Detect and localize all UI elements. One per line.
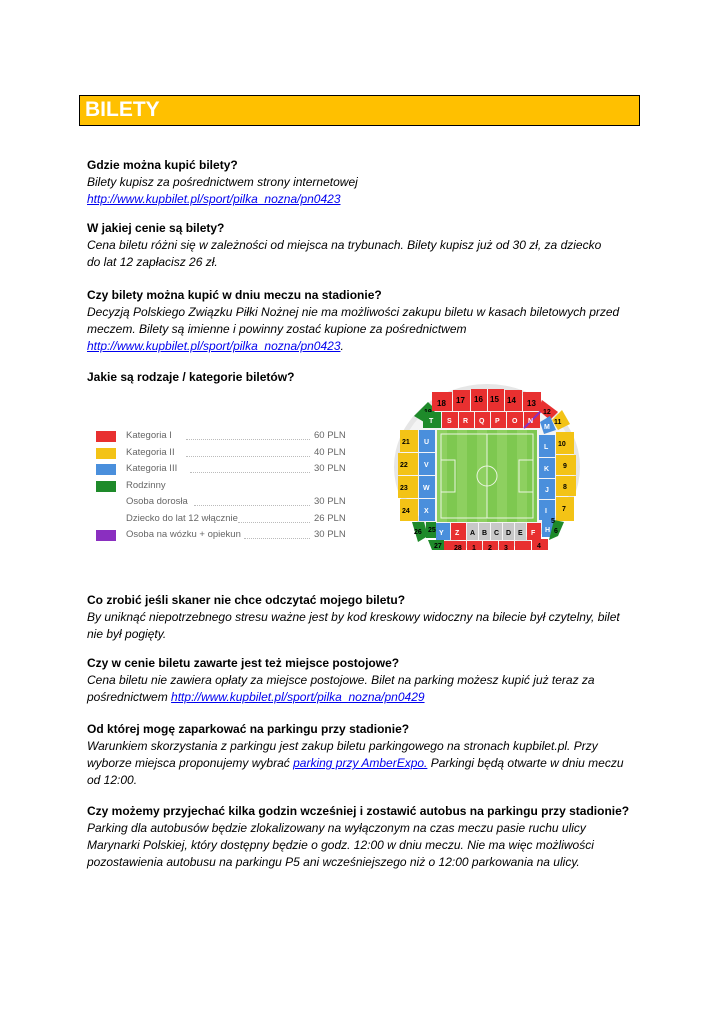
sector-label: V [424, 462, 429, 469]
sector-label: M [544, 424, 550, 431]
sector-label: J [545, 487, 549, 494]
answer-line: By uniknąć niepotrzebnego stresu ważne jest by kod kreskowy widoczny na bilecie był czytelny, bilet [87, 610, 620, 624]
legend-swatch [96, 530, 116, 541]
answer-line: nie był pogięty. [87, 627, 167, 641]
sector-label: 3 [504, 545, 508, 550]
sector-label: 17 [456, 396, 465, 405]
sector-label: 18 [437, 399, 446, 408]
sector-label: T [429, 418, 434, 425]
legend-swatch [96, 431, 116, 442]
sector-label: 23 [400, 485, 408, 492]
sector-label: 25 [428, 527, 436, 534]
faq-item-scanner [87, 592, 647, 643]
sector-label: 7 [562, 506, 566, 513]
legend-row [96, 446, 356, 463]
question: W jakiej cenie są bilety? [87, 221, 225, 235]
question: Od której mogę zaparkować na parkingu przy stadionie? [87, 722, 410, 736]
sector-label: Y [439, 530, 444, 537]
legend-price: 40 PLN [314, 446, 346, 458]
sector-label: S [447, 418, 452, 425]
sector-label: 15 [490, 395, 499, 404]
answer-line: Decyzją Polskiego Związku Piłki Nożnej nie ma możliwości zakupu biletu w kasach biletowych przed [87, 305, 620, 319]
sector-label: N [528, 418, 534, 425]
kupbilet-link[interactable]: http://www.kupbilet.pl/sport/pilka_nozna/pn0423 [87, 339, 341, 353]
sector-label: 28 [454, 545, 462, 550]
sector-label: W [423, 485, 430, 492]
question: Czy bilety można kupić w dniu meczu na stadionie? [87, 288, 382, 302]
legend-label: Osoba na wózku + opiekun [126, 529, 241, 540]
question: Jakie są rodzaje / kategorie biletów? [87, 370, 295, 384]
answer-line: Parking dla autobusów będzie zlokalizowany na wyłączonym na czas meczu pasie ruchu ulicy [87, 821, 586, 835]
faq-item-price [87, 220, 647, 271]
sector-label: H [545, 527, 551, 534]
sector-label: R [463, 418, 469, 425]
answer-tail: . [340, 339, 344, 353]
answer-line: do lat 12 zapłacisz 26 zł. [87, 255, 218, 269]
legend-price: 30 PLN [314, 463, 346, 474]
faq-item-parking-included [87, 655, 647, 706]
sector-label: 4 [537, 543, 541, 550]
sector-label: Q [479, 418, 485, 425]
sector-label: K [544, 466, 550, 473]
legend-price: 60 PLN [314, 430, 346, 441]
answer-line: Cena biletu nie zawiera opłaty za miejsce postojowe. Bilet na parking możesz kupić już teraz za [87, 673, 595, 687]
question: Czy możemy przyjechać kilka godzin wcześniej i zostawić autobus na parkingu przy stadionie? [87, 804, 630, 818]
ticket-category-legend [96, 429, 356, 545]
sector-label: 26 [414, 529, 422, 536]
legend-row [96, 479, 356, 496]
sector-label: A [470, 530, 476, 537]
answer-line: Marynarki Polskiej, który dostępny będzie o godz. 12:00 w dniu meczu. Nie ma więc możliwości [87, 838, 594, 852]
sector-label: I [545, 508, 547, 515]
question: Gdzie można kupić bilety? [87, 158, 238, 172]
amberexpo-parking-link[interactable]: parking przy AmberExpo. [293, 756, 428, 770]
legend-swatch [96, 448, 116, 459]
legend-label: Dziecko do lat 12 włącznie [126, 512, 238, 524]
stadium-seating-map [392, 380, 582, 550]
legend-price: 30 PLN [314, 529, 346, 540]
legend-price: 30 PLN [314, 496, 346, 507]
legend-row [96, 429, 356, 446]
legend-label: Kategoria I [126, 430, 172, 441]
legend-swatch [96, 481, 116, 492]
sector-label: 10 [558, 441, 566, 448]
sector-label: 1 [472, 545, 476, 550]
answer-line: pozostawienia autobusu na parkingu P5 ani wcześniejszego niż o 12:00 parkowania na ulicy. [87, 855, 580, 869]
faq-item-bus-parking [87, 803, 647, 871]
sector-label: 12 [543, 409, 551, 416]
sector-label: F [531, 530, 536, 537]
sector-label: 9 [563, 463, 567, 470]
faq-item-where [87, 157, 647, 208]
sector-label: 21 [402, 439, 410, 446]
sector-label: 13 [527, 399, 536, 408]
stand-top-outer [432, 389, 541, 411]
kupbilet-link[interactable]: http://www.kupbilet.pl/sport/pilka_nozna/pn0423 [87, 192, 341, 206]
sector-label: 24 [402, 508, 410, 515]
legend-label: Kategoria III [126, 463, 178, 474]
legend-label: Kategoria II [126, 446, 175, 458]
faq-item-parking-time [87, 721, 647, 789]
legend-row [96, 462, 356, 479]
answer-line: Cena biletu różni się w zależności od miejsca na trybunach. Bilety kupisz już od 30 zł, za dziecko [87, 238, 602, 252]
question: Co zrobić jeśli skaner nie chce odczytać mojego biletu? [87, 593, 406, 607]
faq-item-matchday [87, 287, 647, 355]
legend-row [96, 528, 356, 545]
answer-line: pośrednictwem [87, 690, 168, 704]
pitch [437, 430, 537, 522]
legend-price: 26 PLN [314, 512, 346, 524]
sector-label: 16 [474, 395, 483, 404]
legend-row [96, 495, 356, 512]
answer-line: od 12:00. [87, 773, 138, 787]
sector-label: 27 [434, 543, 442, 550]
question: Czy w cenie biletu zawarte jest też miejsce postojowe? [87, 656, 400, 670]
legend-label: Rodzinny [126, 479, 166, 491]
sector-label: D [506, 530, 512, 537]
sector-label: P [495, 418, 500, 425]
sector-label: 22 [400, 462, 408, 469]
sector-label: 14 [507, 396, 516, 405]
legend-swatch [96, 464, 116, 475]
answer-line: wyborze miejsca proponujemy wybrać [87, 756, 290, 770]
sector-label: O [512, 418, 518, 425]
legend-label: Osoba dorosła [126, 496, 188, 507]
parking-link[interactable]: http://www.kupbilet.pl/sport/pilka_nozna/pn0429 [171, 690, 425, 704]
sector-label: 6 [554, 528, 558, 535]
sector-label: C [494, 530, 500, 537]
answer-line: Parkingi będą otwarte w dniu meczu [430, 756, 624, 770]
sector-label: Z [455, 530, 460, 537]
section-header [79, 95, 640, 126]
answer-line: meczem. Bilety są imienne i powinny zostać kupione za pośrednictwem [87, 322, 467, 336]
sector-label: B [482, 530, 488, 537]
sector-label: 2 [488, 545, 492, 550]
sector-label: 11 [554, 419, 562, 426]
sector-label: 5 [551, 518, 555, 525]
legend-row [96, 512, 356, 529]
section-title: BILETY [85, 98, 160, 121]
sector-label: U [424, 439, 430, 446]
answer-line: Warunkiem skorzystania z parkingu jest zakup biletu parkingowego na stronach kupbilet.pl. Przy [87, 739, 598, 753]
sector-label: X [424, 508, 429, 515]
sector-label: 8 [563, 484, 567, 491]
sector-label: L [544, 444, 549, 451]
sector-label: E [518, 530, 523, 537]
answer: Bilety kupisz za pośrednictwem strony internetowej [87, 175, 358, 189]
